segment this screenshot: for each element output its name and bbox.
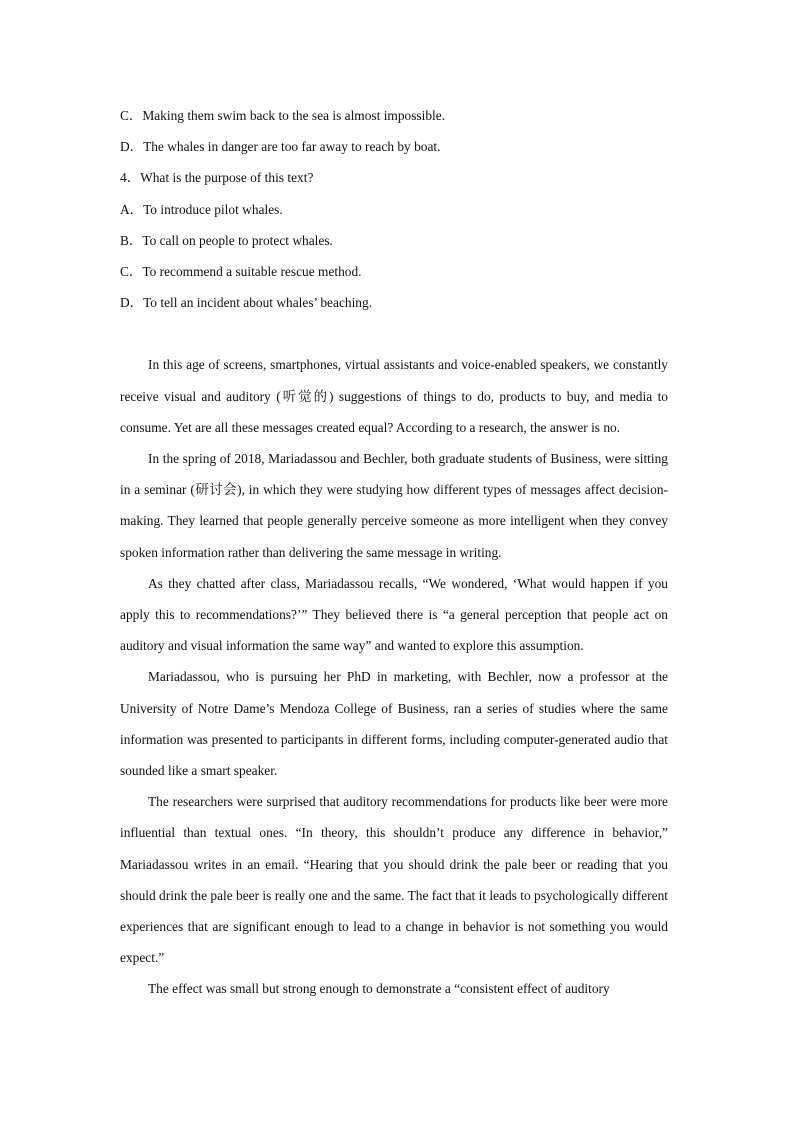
option-text: To introduce pilot whales. — [143, 201, 283, 217]
option-4b — [120, 225, 668, 256]
document-content — [120, 100, 668, 1005]
question-4 — [120, 162, 668, 193]
question-number: 4． — [120, 170, 141, 186]
option-4a — [120, 194, 668, 225]
option-label: C． — [120, 108, 143, 123]
question-stem: What is the purpose of this text? — [140, 170, 314, 186]
option-4c — [120, 256, 668, 287]
passage-paragraph-3: As they chatted after class, Mariadassou recalls, “We wondered, ‘What would happen if you apply this to recommendations?’” They believed there is “a general perception that people act on auditory and visual information the same way” and wanted to explore this assumption. — [120, 575, 668, 654]
passage-paragraph-4: Mariadassou, who is pursuing her PhD in marketing, with Bechler, now a professor at the University of Notre Dame’s Mendoza College of Business, ran a series of studies where the same information was presented to participants in different forms, including computer-generated audio that sounded like a smart speaker. — [120, 669, 668, 778]
option-3d — [120, 131, 668, 162]
option-text: To recommend a suitable rescue method. — [142, 263, 362, 279]
passage-paragraph-1: In this age of screens, smartphones, virtual assistants and voice-enabled speakers, we constantly receive visual and auditory (听觉的) suggestions of things to do, products to buy, and media to consume. Yet are all these messages created equal? According to a research, the answer is no. — [120, 357, 668, 435]
passage-paragraph-2: In the spring of 2018, Mariadassou and Bechler, both graduate students of Business, were sitting in a seminar (研讨会), in which they were studying how different types of messages affect decision-making. They learned that people generally perceive someone as more intelligent when they convey spoken information rather than delivering the same message in writing. — [120, 450, 668, 560]
option-label: D． — [120, 139, 144, 155]
section-spacer — [120, 318, 668, 349]
option-label: A． — [120, 201, 144, 217]
option-text: Making them swim back to the sea is almost impossible. — [142, 108, 446, 123]
option-label: D． — [120, 295, 144, 311]
passage-paragraph-6: The effect was small but strong enough to demonstrate a “consistent effect of auditory — [148, 981, 610, 997]
passage-paragraph-5: The researchers were surprised that auditory recommendations for products like beer were more influential than textual ones. “In theory, this shouldn’t produce any difference in behavior,” Mariadassou writes in an email. “Hearing that you should drink the pale beer or reading that you should drink the pale beer is really one and the same. The fact that it leads to psychologically different experiences that are significant enough to lead to a change in behavior is not something you would expect.” — [120, 794, 668, 966]
option-4d — [120, 287, 668, 318]
option-text: The whales in danger are too far away to reach by boat. — [143, 139, 441, 155]
option-label: B． — [120, 232, 143, 248]
option-label: C． — [120, 263, 143, 279]
option-3c — [120, 100, 668, 131]
option-text: To tell an incident about whales’ beaching. — [143, 295, 373, 311]
option-text: To call on people to protect whales. — [142, 232, 333, 248]
